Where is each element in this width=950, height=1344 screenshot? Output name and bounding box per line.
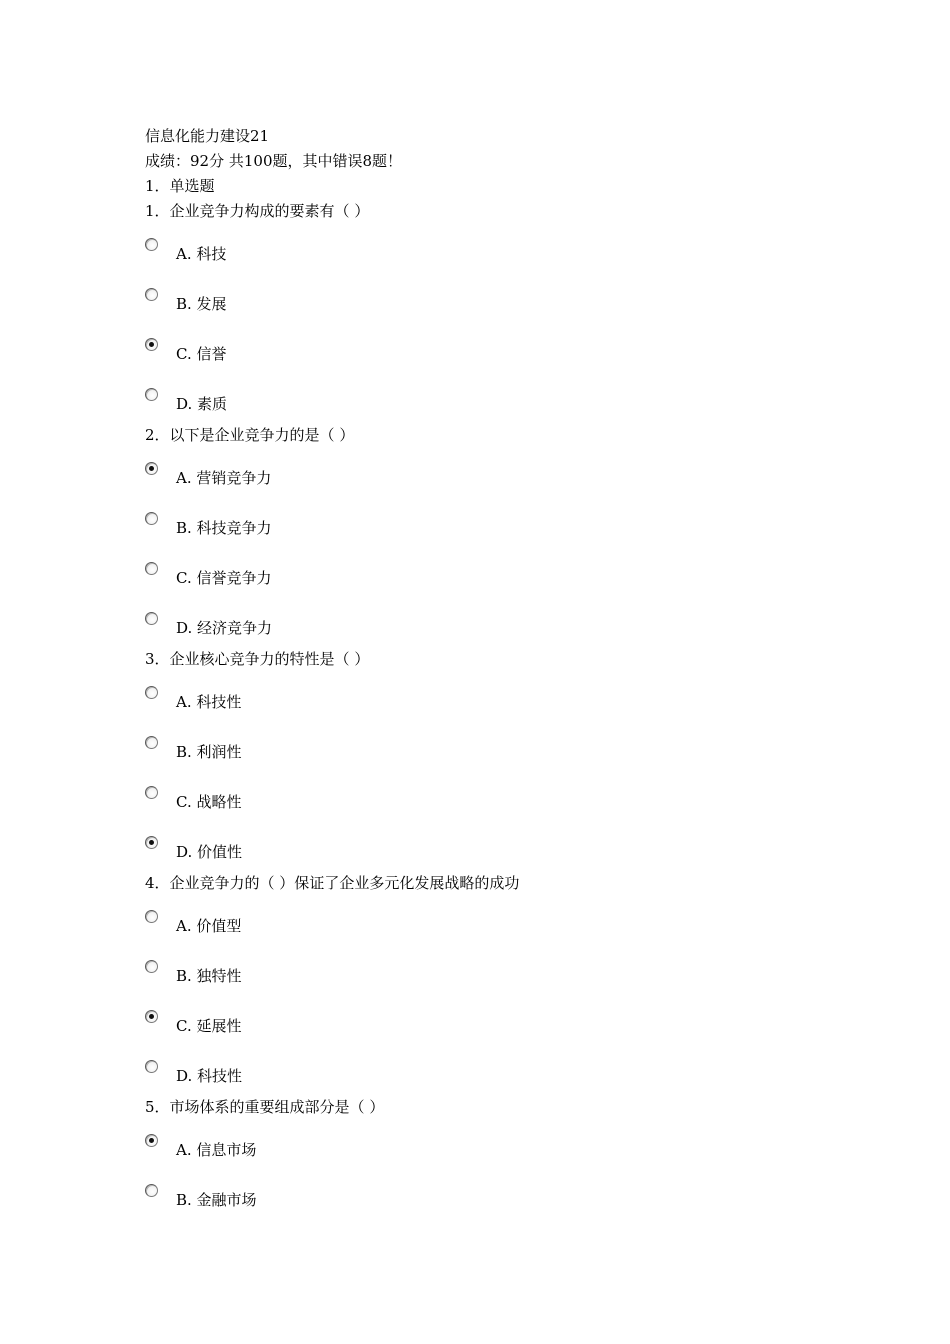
radio-button[interactable] bbox=[145, 910, 158, 923]
radio-button[interactable] bbox=[145, 836, 158, 849]
question-text: 3．企业核心竞争力的特性是（ ） bbox=[145, 650, 370, 668]
question-text: 5．市场体系的重要组成部分是（ ） bbox=[145, 1098, 385, 1116]
radio-button[interactable] bbox=[145, 960, 158, 973]
option-label: B. 发展 bbox=[176, 295, 227, 313]
option-label: B. 独特性 bbox=[176, 967, 242, 985]
option-label: D. 经济竞争力 bbox=[176, 619, 273, 637]
question-text: 4．企业竞争力的（ ）保证了企业多元化发展战略的成功 bbox=[145, 874, 520, 892]
radio-button[interactable] bbox=[145, 786, 158, 799]
score-summary: 成绩：92分 共100题，其中错误8题！ bbox=[145, 152, 403, 170]
question-text: 2．以下是企业竞争力的是（ ） bbox=[145, 426, 355, 444]
question-text: 1．企业竞争力构成的要素有（ ） bbox=[145, 202, 370, 220]
radio-button[interactable] bbox=[145, 1060, 158, 1073]
radio-button[interactable] bbox=[145, 1134, 158, 1147]
option-label: A. 价值型 bbox=[176, 917, 242, 935]
radio-button[interactable] bbox=[145, 512, 158, 525]
option-label: B. 科技竞争力 bbox=[176, 519, 272, 537]
section-heading: 1．单选题 bbox=[145, 177, 215, 195]
radio-button[interactable] bbox=[145, 238, 158, 251]
option-label: A. 科技性 bbox=[176, 693, 242, 711]
radio-button[interactable] bbox=[145, 562, 158, 575]
option-label: C. 战略性 bbox=[176, 793, 242, 811]
radio-button[interactable] bbox=[145, 338, 158, 351]
option-label: B. 利润性 bbox=[176, 743, 242, 761]
radio-button[interactable] bbox=[145, 462, 158, 475]
option-label: A. 营销竞争力 bbox=[176, 469, 272, 487]
option-label: C. 信誉竞争力 bbox=[176, 569, 272, 587]
option-label: C. 延展性 bbox=[176, 1017, 242, 1035]
option-label: B. 金融市场 bbox=[176, 1191, 257, 1209]
option-label: D. 价值性 bbox=[176, 843, 243, 861]
page-title: 信息化能力建设21 bbox=[145, 127, 270, 145]
option-label: D. 素质 bbox=[176, 395, 228, 413]
option-label: A. 科技 bbox=[176, 245, 227, 263]
option-label: C. 信誉 bbox=[176, 345, 227, 363]
radio-button[interactable] bbox=[145, 686, 158, 699]
radio-button[interactable] bbox=[145, 388, 158, 401]
radio-button[interactable] bbox=[145, 612, 158, 625]
radio-button[interactable] bbox=[145, 1010, 158, 1023]
radio-button[interactable] bbox=[145, 1184, 158, 1197]
option-label: A. 信息市场 bbox=[176, 1141, 257, 1159]
radio-button[interactable] bbox=[145, 736, 158, 749]
radio-button[interactable] bbox=[145, 288, 158, 301]
option-label: D. 科技性 bbox=[176, 1067, 243, 1085]
